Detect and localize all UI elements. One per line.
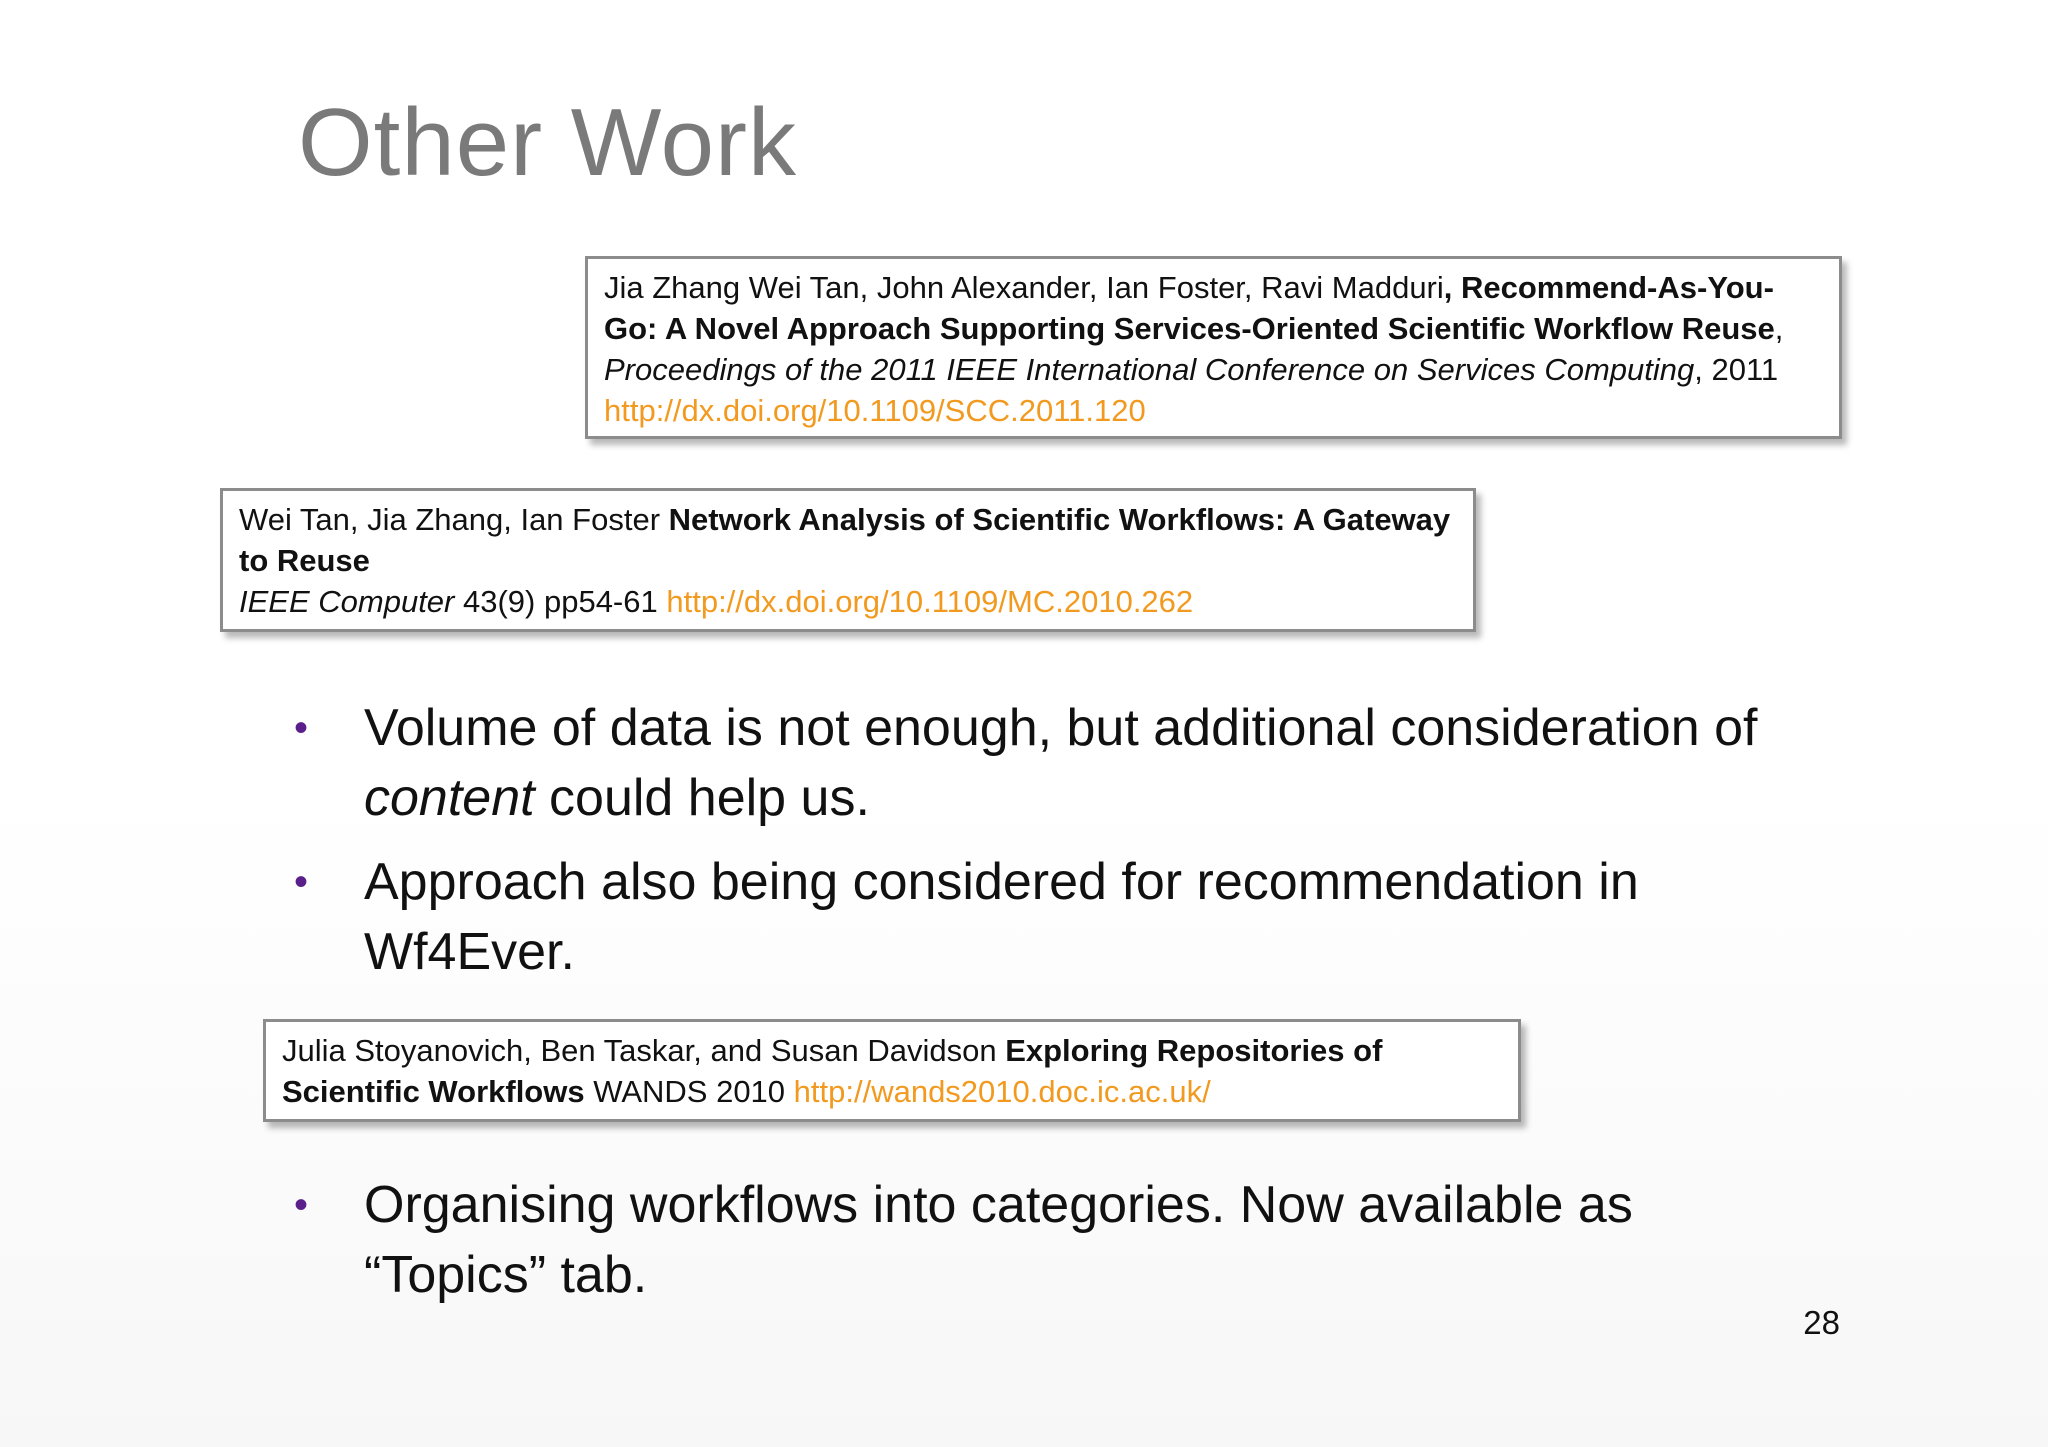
bullet-dot-icon: • — [294, 860, 309, 904]
ref-link[interactable]: http://wands2010.doc.ic.ac.uk/ — [793, 1074, 1211, 1109]
bullet-list-main — [290, 693, 1810, 1001]
reference-box-recommend-as-you-go — [585, 256, 1842, 439]
bullet-text: Approach also being considered for recommendation in Wf4Ever. — [364, 853, 1639, 981]
ref-details: 43(9) pp54-61 — [454, 584, 667, 619]
ref-venue: Proceedings of the 2011 IEEE International Conference on Services Computing — [604, 352, 1695, 387]
slide-title: Other Work — [298, 89, 797, 196]
bullet-emphasis: content — [364, 769, 535, 827]
bullet-dot-icon: • — [294, 1183, 309, 1227]
bullet-text: Volume of data is not enough, but additional consideration of — [364, 699, 1758, 757]
ref-paper-title: Network Analysis of Scientific Workflows: A Gateway to Reuse — [239, 502, 1451, 578]
bullet-item — [290, 1170, 1810, 1310]
ref-link[interactable]: http://dx.doi.org/10.1109/MC.2010.262 — [666, 584, 1194, 619]
page-number: 28 — [1803, 1304, 1840, 1341]
ref-year: , 2011 — [1694, 352, 1779, 387]
bullet-dot-icon: • — [294, 706, 309, 750]
bullet-item — [290, 693, 1810, 833]
ref-authors: Wei Tan, Jia Zhang, Ian Foster — [239, 502, 669, 537]
ref-link[interactable]: http://dx.doi.org/10.1109/SCC.2011.120 — [604, 393, 1146, 428]
ref-paper-title: Exploring Repositories of Scientific Workflows — [282, 1033, 1383, 1109]
bullet-text: Organising workflows into categories. Now available as “Topics” tab. — [364, 1176, 1633, 1304]
bullet-list-secondary — [290, 1170, 1810, 1324]
ref-details: WANDS 2010 — [584, 1074, 794, 1109]
ref-venue-separator: , — [1774, 311, 1784, 346]
reference-box-exploring-repositories — [263, 1019, 1521, 1122]
reference-box-network-analysis — [220, 488, 1476, 632]
bullet-item — [290, 847, 1810, 987]
bullet-text-end: could help us. — [534, 769, 870, 827]
ref-venue: IEEE Computer — [239, 584, 455, 619]
ref-authors: Julia Stoyanovich, Ben Taskar, and Susan Davidson — [282, 1033, 1006, 1068]
ref-authors: Jia Zhang Wei Tan, John Alexander, Ian Foster, Ravi Madduri — [604, 270, 1444, 305]
ref-paper-title: , Recommend-As-You-Go: A Novel Approach Supporting Services-Oriented Scientific Workflow Reuse — [604, 270, 1775, 346]
